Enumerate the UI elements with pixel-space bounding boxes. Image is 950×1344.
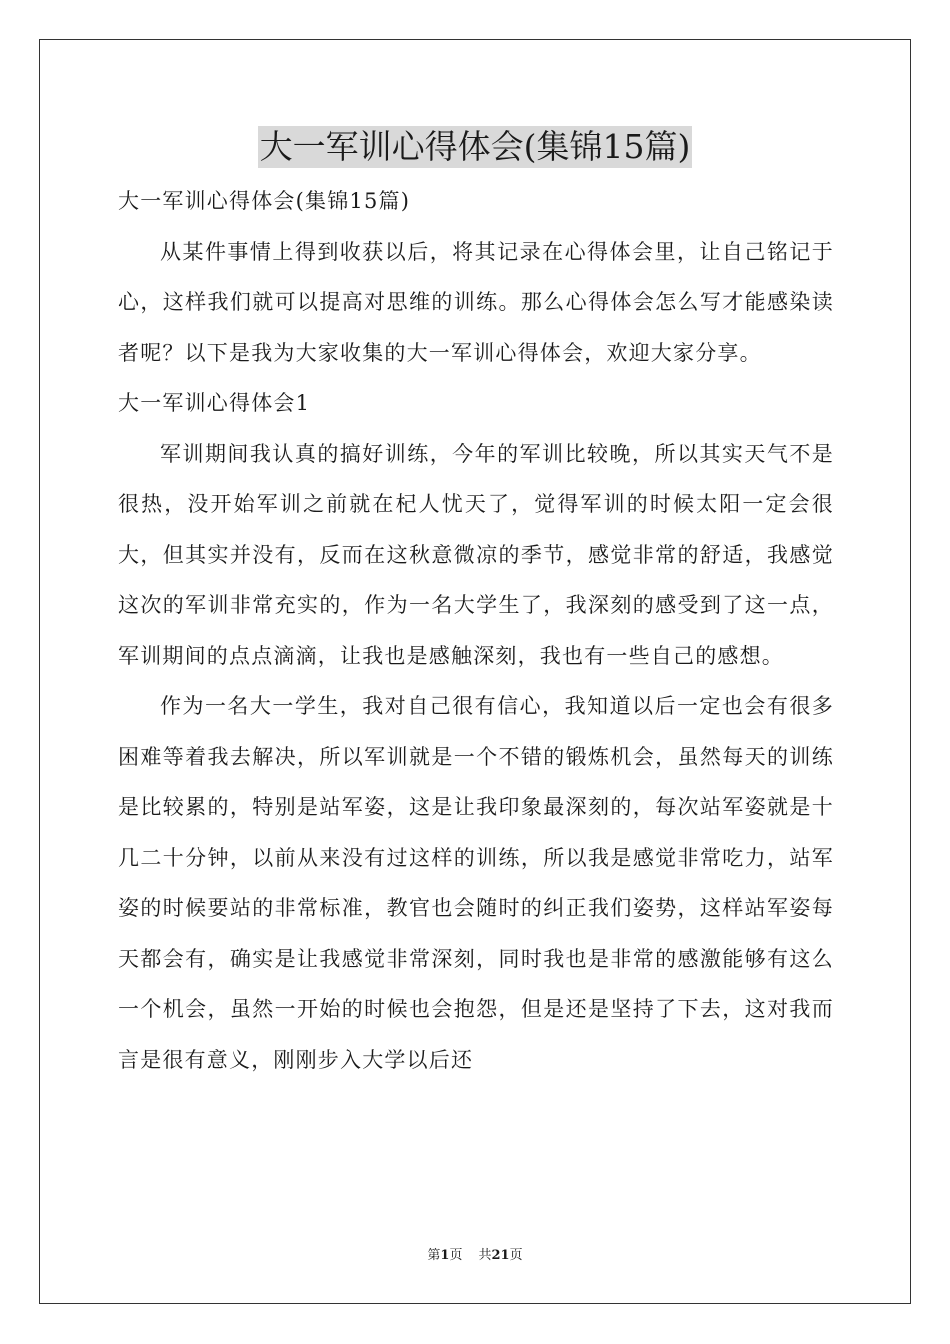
page-prefix: 第 <box>427 1248 441 1263</box>
page-footer <box>0 1247 950 1265</box>
intro-paragraph: 从某件事情上得到收获以后，将其记录在心得体会里，让自己铭记于心，这样我们就可以提高对思维的训练。那么心得体会怎么写才能感染读者呢？以下是我为大家收集的大一军训心得体会，欢迎大家分享。 <box>118 239 834 365</box>
document-subtitle: 大一军训心得体会(集锦15篇) <box>118 189 411 213</box>
section-heading: 大一军训心得体会1 <box>118 391 311 415</box>
document-title: 大一军训心得体会(集锦15篇) <box>259 127 691 166</box>
total-pages: 21 <box>491 1248 510 1263</box>
page-suffix: 页 <box>449 1248 463 1263</box>
document-body <box>118 176 834 1085</box>
total-suffix: 页 <box>509 1248 523 1263</box>
body-paragraph-2: 作为一名大一学生，我对自己很有信心，我知道以后一定也会有很多困难等着我去解决，所以军训就是一个不错的锻炼机会，虽然每天的训练是比较累的，特别是站军姿，这是让我印象最深刻的，每次站军姿就是十几二十分钟，以前从来没有过这样的训练，所以我是感觉非常吃力，站军姿的时候要站的非常标准，教官也会随时的纠正我们姿势，这样站军姿每天都会有，确实是让我感觉非常深刻，同时我也是非常的感激能够有这么一个机会，虽然一开始的时候也会抱怨，但是还是坚持了下去，这对我而言是很有意义，刚刚步入大学以后还 <box>118 694 834 1072</box>
page-number: 1 <box>440 1248 450 1263</box>
total-prefix: 共 <box>478 1248 492 1263</box>
title-container <box>0 126 950 168</box>
body-paragraph-1: 军训期间我认真的搞好训练，今年的军训比较晚，所以其实天气不是很热，没开始军训之前就在杞人忧天了，觉得军训的时候太阳一定会很大，但其实并没有，反而在这秋意微凉的季节，感觉非常的舒适，我感觉这次的军训非常充实的，作为一名大学生了，我深刻的感受到了这一点，军训期间的点点滴滴，让我也是感触深刻，我也有一些自己的感想。 <box>118 441 834 668</box>
